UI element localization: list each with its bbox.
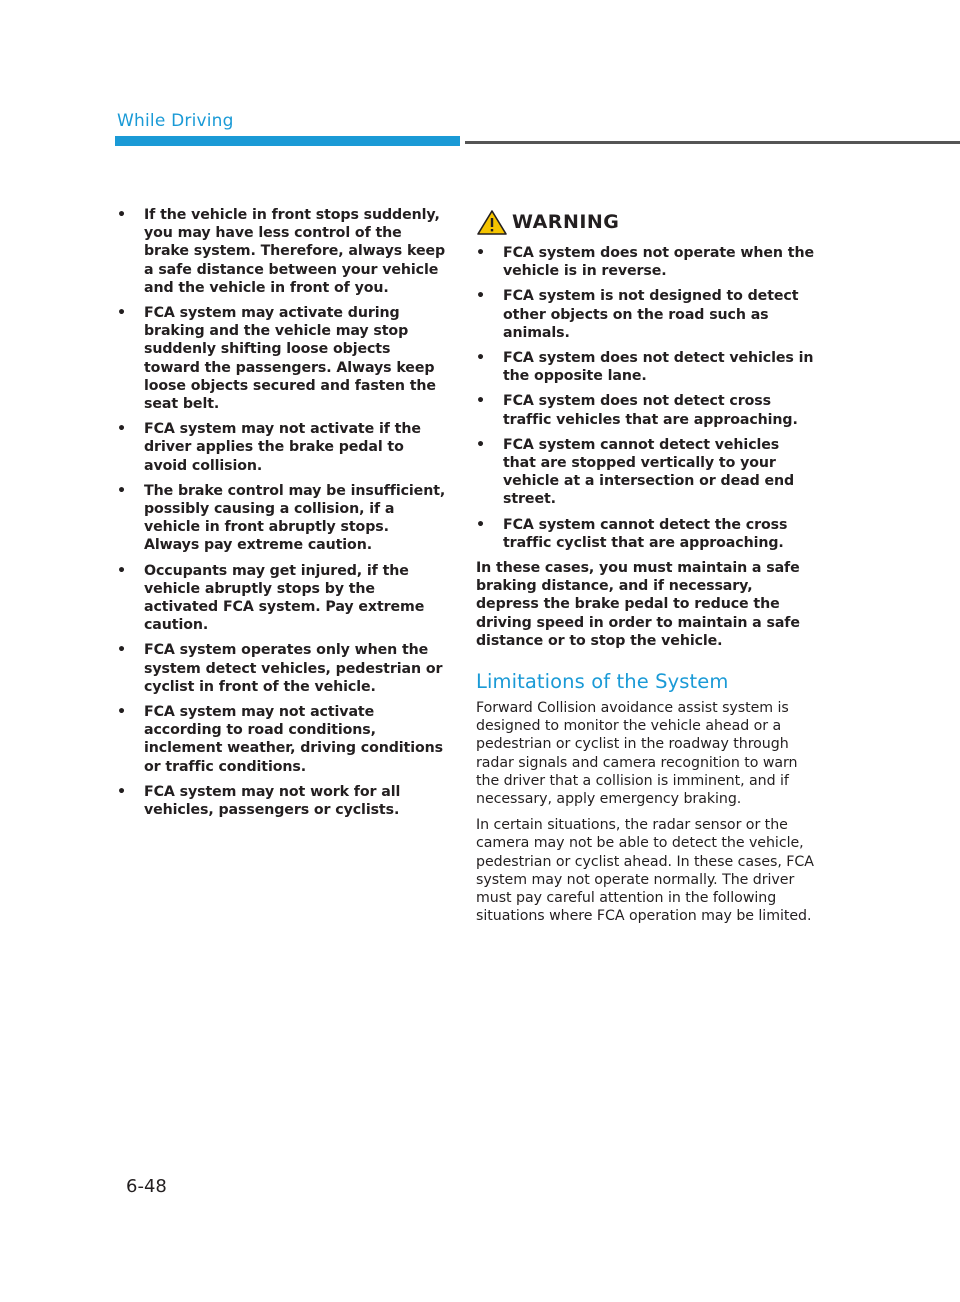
warning-header <box>476 208 816 236</box>
header-rule-gray <box>465 141 960 144</box>
list-item: • FCA system does not operate when the vehicle is in reverse. <box>476 244 816 280</box>
list-item: • FCA system cannot detect vehicles that are stopped vertically to your vehicle at a intersection or dead end street. <box>476 436 816 509</box>
list-item: • FCA system cannot detect the cross traffic cyclist that are approaching. <box>476 516 816 552</box>
list-item: • FCA system is not designed to detect other objects on the road such as animals. <box>476 287 816 342</box>
warning-list <box>476 244 816 552</box>
limitations-paragraph: In certain situations, the radar sensor or the camera may not be able to detect the vehicle, pedestrian or cyclist ahead. In these cases, FCA system may not operate normally. The driver must pay careful attention in the following situations where FCA operation may be limited. <box>476 817 814 925</box>
warning-triangle-icon <box>476 208 508 236</box>
list-item: • FCA system does not detect cross traffic vehicles that are approaching. <box>476 392 816 428</box>
page-number: 6-48 <box>126 1176 167 1197</box>
limitations-paragraph: Forward Collision avoidance assist system is designed to monitor the vehicle ahead or a pedestrian or cyclist in the roadway through radar signals and camera recognition to warn the driver that a collision is imminent, and if necessary, apply emergency braking. <box>476 700 798 808</box>
list-item: • FCA system may activate during braking and the vehicle may stop suddenly shifting loose objects toward the passengers. Always keep loose objects secured and fasten the seat belt. <box>117 304 447 413</box>
list-item: • Occupants may get injured, if the vehicle abruptly stops by the activated FCA system. Pay extreme caution. <box>117 562 447 635</box>
left-column <box>117 206 447 826</box>
section-title: While Driving <box>117 111 234 131</box>
list-item: • If the vehicle in front stops suddenly, you may have less control of the brake system. Therefore, always keep a safe distance between your vehicle and the vehicle in front of you. <box>117 206 447 297</box>
warning-title: WARNING <box>512 211 620 233</box>
warning-body: In these cases, you must maintain a safe braking distance, and if necessary, depress the brake pedal to reduce the driving speed in order to maintain a safe distance or to stop the vehicle. <box>476 560 800 649</box>
list-item: • FCA system may not activate according to road conditions, inclement weather, driving conditions or traffic conditions. <box>117 703 447 776</box>
list-item: • The brake control may be insufficient, possibly causing a collision, if a vehicle in front abruptly stops. Always pay extreme caution. <box>117 482 447 555</box>
list-item: • FCA system may not work for all vehicles, passengers or cyclists. <box>117 783 447 819</box>
right-column <box>476 208 816 934</box>
caution-list <box>117 206 447 819</box>
list-item: • FCA system does not detect vehicles in the opposite lane. <box>476 349 816 385</box>
list-item: • FCA system may not activate if the driver applies the brake pedal to avoid collision. <box>117 420 447 475</box>
header-rule-accent <box>115 136 460 146</box>
limitations-heading: Limitations of the System <box>476 670 729 694</box>
list-item: • FCA system operates only when the system detect vehicles, pedestrian or cyclist in front of the vehicle. <box>117 641 447 696</box>
